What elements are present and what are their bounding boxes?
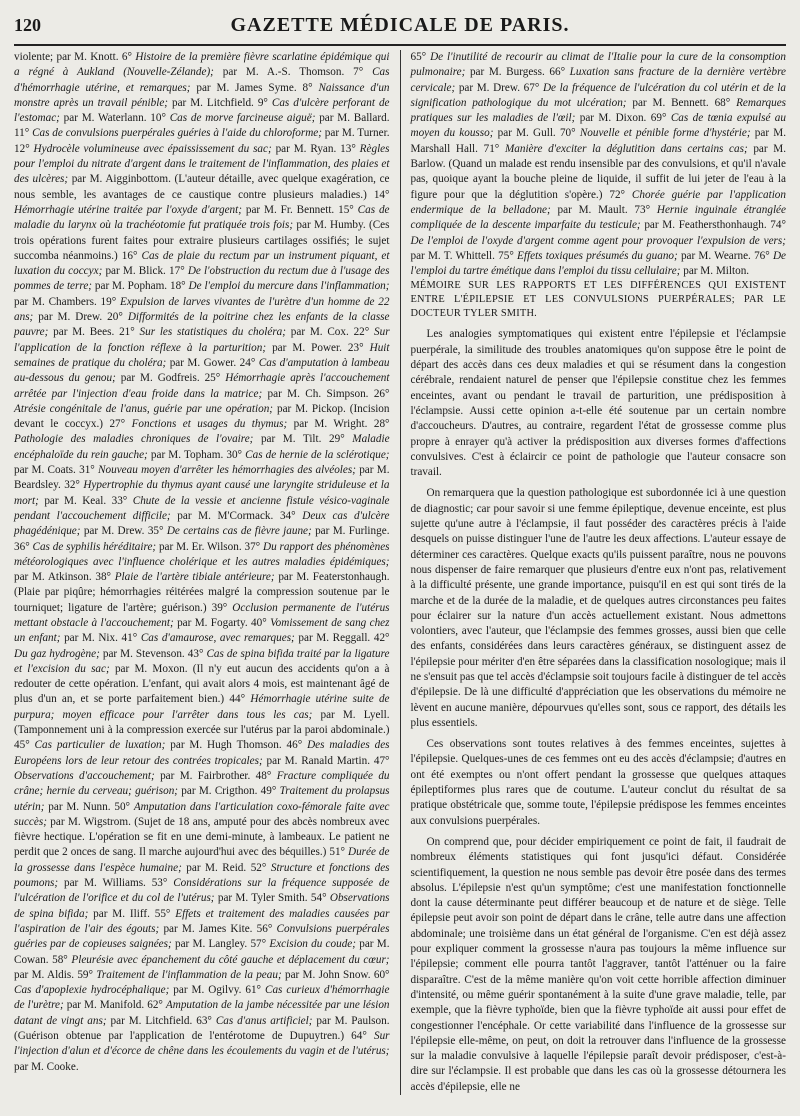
case-title: De l'inutilité de recourir au climat de l'Italie pour la cure de la consomption pulmonaire; — [410, 51, 786, 79]
case-author: par M. Williams. — [58, 877, 146, 890]
case-title: Cas d'amaurose, avec remarques; — [140, 632, 295, 645]
case-title: Huit semaines de pratique du choléra; — [14, 341, 390, 369]
case-author: par M. Tyler Smith. — [214, 892, 308, 905]
case-number: 64° — [351, 1030, 367, 1042]
case-author: par M. Bennett. — [626, 96, 709, 109]
case-author: par M. Langley. — [171, 938, 248, 951]
case-number: 22° — [353, 326, 370, 339]
case-title: Pleurésie avec épanchement du côté gauche et déplacement du cœur; — [71, 953, 390, 966]
case-author: par M. Aigginbottom. (L'auteur détaille, avec quelque exagération, ce nous semble, les avantages de ce caustique contre plusieurs maladies.) — [14, 173, 390, 201]
case-number: 30° — [226, 448, 243, 461]
case-title: Considérations sur la fréquence supposée de l'ulcération de l'orifice et du col de l'utérus; — [14, 877, 390, 905]
case-author: par M. Wearne. — [677, 249, 751, 262]
case-number: 71° — [483, 142, 500, 155]
memoir-body — [410, 327, 786, 1095]
memoir-heading — [410, 279, 786, 321]
case-number: 29° — [329, 433, 345, 446]
case-title: Durée de la grossesse dans l'espèce humaine; — [14, 846, 390, 874]
case-number: 61° — [245, 984, 262, 997]
case-author: par M. Keal. — [38, 494, 107, 507]
case-number: 28° — [373, 418, 390, 431]
case-author: par M. Gull. — [493, 127, 556, 140]
case-author: par M. Stevenson. — [99, 647, 185, 660]
case-number: 39° — [211, 601, 228, 614]
case-title: Hernie inguinale étranglée compliquée de la descente imparfaite du testicule; — [410, 203, 786, 232]
case-number: 25° — [204, 372, 221, 385]
case-title: Naissance d'un monstre après un travail pénible; — [14, 81, 390, 109]
case-title: Cas de morve farcineuse aiguë; — [169, 112, 316, 125]
case-number: 45° — [14, 739, 30, 752]
case-number: 6° — [121, 51, 132, 63]
case-entry — [77, 969, 370, 981]
case-number: 31° — [79, 464, 95, 477]
case-number: 43° — [187, 647, 204, 660]
case-number: 44° — [229, 693, 246, 706]
case-title: Hypertrophie du thymus ayant causé une laryngite striduleuse et la mort; — [14, 479, 390, 507]
case-number: 66° — [549, 66, 566, 79]
case-title: Luxation sans fracture de la dernière vertèbre cervicale; — [410, 66, 786, 94]
case-title: De l'emploi du tartre émétique dans l'emploi du tissu cellulaire; — [410, 249, 786, 278]
case-author: par M. Milton. — [680, 265, 750, 278]
case-title: Cas d'amputation à lambeau au-dessous du genou; — [14, 356, 390, 385]
case-number: 32° — [64, 479, 80, 492]
case-title: Chute de la vessie et ancienne fistule vésico-vaginale pendant l'accouchement difficile; — [14, 494, 390, 522]
case-author: par M. Crigthon. — [178, 785, 258, 798]
case-number: 56° — [256, 922, 273, 935]
left-case-list — [14, 50, 390, 1075]
case-author: par M. James Kite. — [159, 922, 253, 935]
case-number: 60° — [373, 968, 390, 981]
case-author: par M. Burgess. — [465, 66, 545, 79]
case-number: 54° — [310, 892, 327, 905]
case-title: Atrésie congénitale de l'anus, guérie par une opération; — [14, 402, 274, 415]
case-author: par M. Iliff. — [88, 907, 150, 920]
case-entry — [14, 739, 282, 751]
case-author: par M. Mault. — [550, 203, 628, 216]
case-title: Traitement du prolapsus utérin; — [14, 785, 390, 813]
case-number: 34° — [279, 509, 296, 522]
case-number: 65° — [410, 51, 427, 63]
case-number: 63° — [196, 1014, 212, 1027]
case-author: par M. Ballard. — [315, 112, 390, 125]
case-author: par M. Featerstonhaugh. (Plaie par piqûre; hémorrhagies réitérées malgré la compression soutenue par le tourniquet; ligature de l'artère; guérison.) — [14, 571, 390, 614]
case-author: par M. Litchfield. — [106, 1014, 193, 1027]
case-title: Chorée guérie par l'application endermique de la belladone; — [410, 188, 786, 216]
right-case-list — [410, 50, 786, 279]
case-number: 26° — [373, 387, 390, 400]
case-number: 70° — [559, 127, 576, 140]
case-number: 21° — [119, 326, 135, 339]
case-author: par M. Fogarty. — [173, 616, 248, 629]
case-number: 62° — [147, 999, 163, 1012]
case-author: par M. Wigstrom. (Sujet de 18 ans, amputé pour des abcès nombreux avec fièvre hectique. L'opération se fit en une demi-minute, à lambeaux. Le patient ne perdit que 2 onces de sang. Il marche aujourd'hui avec des béquilles.) — [14, 815, 390, 859]
case-number: 10° — [150, 112, 166, 125]
case-title: Fracture compliquée du crâne; hernie du cerveau; guérison; — [14, 769, 390, 798]
right-column — [410, 50, 786, 1095]
case-number: 23° — [347, 341, 364, 354]
case-title: Cas particulier de luxation; — [34, 739, 166, 752]
case-number: 46° — [286, 739, 303, 752]
case-author: par M. John Snow. — [281, 968, 371, 981]
case-title: Cas curieux d'hémorrhagie de l'urètre; — [14, 984, 390, 1012]
case-title: De l'emploi du mercure dans l'inflammation; — [188, 280, 390, 293]
case-title: De certains cas de fièvre jaune; — [166, 525, 312, 538]
body-paragraph: On comprend que, pour décider empiriquement ce point de fait, il faudrait de nombreux éléments statistiques qui font jusqu'ici défaut. Considérée scientifiquement, la question ne nous semble pas devoir être posée dans des termes absolus. L'épilepsie n'est qu'un symptôme; c'est une manifestation fonctionnelle dont la cause déterminante peut différer beaucoup et de nature et de siège. Telle épilepsie peut avoir son point de départ dans le crâne, telle autre dans une affection abdominale; une troisième dans un état général de l'organisme. C'en est déjà assez pour expliquer comment la grossesse n'aura pas toujours la même influence sur l'épilepsie; comment elle pourra tantôt l'aggraver, tantôt l'atténuer ou la faire disparaître. C'est de la même manière qu'on voit cette horrible affection diminuer d'intensité, ou même guérir spontanément à la suite d'une grave maladie, telle, par exemple, que la fièvre typhoïde, bien que la fièvre typhoïde ait aussi pour effet de congestionner l'encéphale. Or cette variabilité dans l'influence de la grossesse sur l'épilepsie elle-même, on peut, on doit la retrouver dans l'influence de la grossesse sur la maladie convulsive à laquelle l'épilepsie paraît devoir prédisposer, c'est-à-dire sur l'éclampsie. Il est probable que dans les cas où la grossesse détournera les accès d'épilepsie, elle ne — [410, 835, 786, 1093]
case-number: 14° — [373, 188, 390, 201]
case-number: 36° — [14, 540, 30, 553]
case-number: 52° — [250, 861, 267, 874]
case-author: par M. Nix. — [60, 632, 118, 645]
case-author: par M. Atkinson. — [14, 571, 92, 584]
case-number: 35° — [147, 525, 164, 538]
case-title: Fonctions et usages du thymus; — [131, 418, 288, 431]
case-number: 27° — [109, 418, 126, 431]
page-number: 120 — [14, 15, 41, 35]
case-title: Amputation de la jambe nécessitée par une lésion datant de vingt ans; — [14, 999, 390, 1027]
case-entry — [14, 127, 390, 139]
case-number: 59° — [77, 968, 93, 981]
case-author: par M. Marshall Hall. — [410, 127, 786, 155]
case-title: Structure et fonctions des poumons; — [14, 861, 390, 890]
case-author: par M. Waterlann. — [59, 112, 147, 125]
case-author: par M. Gower. — [166, 356, 237, 369]
case-author: par M. Er. Wilson. — [156, 540, 242, 553]
case-author: par M. Popham. — [92, 280, 168, 293]
case-author: par M. Topham. — [147, 448, 224, 461]
case-author: par M. M'Cormack. — [170, 509, 274, 522]
case-number: 55° — [154, 907, 171, 920]
case-title: Nouvelle et pénible forme d'hystérie; — [579, 127, 751, 140]
case-author: par M. T. Whittell. — [410, 249, 495, 262]
case-number: 76° — [754, 249, 770, 262]
case-author: par M. Drew. — [33, 311, 103, 324]
text-columns — [14, 50, 786, 1095]
case-title: Deux cas d'ulcère phagédénique; — [14, 509, 390, 538]
case-title: Cas d'hémorrhagie utérine, et remarques; — [14, 66, 390, 94]
case-author: par M. Cowan. — [14, 938, 390, 966]
case-title: Nouveau moyen d'arrêter les hémorrhagies des alvéoles; — [98, 464, 356, 477]
case-author: par M. Fr. Bennett. — [241, 203, 335, 216]
case-number: 7° — [353, 66, 364, 79]
case-title: Cas de hernie de la sclérotique; — [245, 448, 390, 461]
case-number: 13° — [340, 142, 356, 155]
case-author: par M. Bees. — [48, 326, 115, 339]
case-number: 42° — [373, 632, 390, 645]
case-title: Observations de spina bifida; — [14, 892, 390, 920]
case-author: par M. Ch. Simpson. — [262, 387, 369, 400]
case-number: 75° — [498, 249, 514, 262]
case-entry — [148, 525, 390, 537]
case-number: 57° — [250, 938, 267, 951]
case-author: par M. Drew. — [455, 81, 521, 94]
case-author: par M. Fairbrother. — [154, 769, 251, 782]
case-author: par M. Turner. — [321, 127, 390, 140]
case-number: 9° — [257, 96, 268, 109]
case-author: par M. Barlow. (Quand un malade est rendu insensible par des convulsions, et qu'il n'avale pas, quoique ayant la bouche pleine de liquide, il suffit de lui jeter de l'eau à la figure pour que la déglutition s'opère.) — [410, 142, 787, 201]
case-title: Excision du coude; — [269, 938, 356, 951]
case-author: par M. Hugh Thomson. — [165, 739, 282, 752]
case-number: 50° — [114, 800, 131, 813]
case-number: 37° — [244, 540, 261, 553]
case-number: 67° — [523, 81, 540, 94]
case-title: Cas d'apoplexie hydrocéphalique; — [14, 984, 170, 997]
case-title: Cas d'anus artificiel; — [215, 1014, 313, 1027]
case-title: Traitement de l'inflammation de la peau; — [96, 968, 282, 981]
case-title: Cas de maladie du larynx où la trachéotomie fut pratiquée trois fois; — [14, 203, 390, 232]
case-title: De l'obstruction du rectum due à l'usage des pommes de terre; — [14, 265, 390, 293]
case-author: par M. Litchfield. — [168, 96, 254, 109]
case-title: Cas d'ulcère perforant de l'estomac; — [14, 96, 390, 125]
body-paragraph: Ces observations sont toutes relatives à des femmes enceintes, sujettes à l'épilepsie. Quelques-unes de ces femmes ont eu des accès d'éclampsie; d'autres en ont été exemptes ou n'ont offert pendant la grossesse que quelques attaques épileptiformes plus rares que de coutume. L'auteur conclut du résultat de sa pratique obstétricale que, somme toute, l'épilepsie prédispose les femmes enceintes aux convulsions puerpérales. — [410, 738, 786, 827]
case-title: Effets toxiques présumés du guano; — [517, 249, 678, 262]
case-number: 8° — [302, 81, 313, 94]
case-author: par M. Nunn. — [44, 800, 111, 813]
case-title: Cas de syphilis héréditaire; — [32, 540, 157, 553]
body-paragraph: On remarquera que la question pathologique est subordonnée ici à une question de diagnostic; car pour savoir si une femme épileptique, devenue enceinte, est plus sujette qu'une autre à l'éclampsie, il faut posséder des caractères précis à l'aide desquels on puisse distinguer l'une de l'autre les deux affections. L'auteur essaye de déterminer ces caractères. Quelque exacts qu'ils puissent paraître, nous ne pouvons nous dispenser de faire remarquer que plusieurs d'entre eux n'ont pas, relativement à la difficulté présente, une grande importance, puisqu'il en est qui sont tirés de la marche et de la durée de la maladie, et de quelques autres circonstances peu faites pour éclairer sur la nature d'un accès actuellement existant. Nous admettons volontiers, avec l'auteur, que l'éclampsie des femmes grosses, aussi bien que celle des enfants, considérées dans leurs caractères généraux, se distinguent assez de l'épilepsie pour mériter d'en être séparées dans la classification nosologique; mais il ne s'ensuit pas que tel accès d'éclampsie soit toujours facile à distinguer de tel accès d'épilepsie. De là une difficulté d'appréciation que les observations du mémoire ne lèvent en aucune manière, dépourvues qu'elles sont, sous ce rapport, des détails les plus essentiels. — [410, 487, 786, 729]
journal-title: GAZETTE MÉDICALE DE PARIS. — [230, 14, 570, 36]
case-author: par M. Humby. (Ces trois opérations furent faites pour extraire plusieurs cartilages ossifiés; le sujet succomba néanmoins.) — [14, 219, 390, 262]
case-title: Hémorrhagie après l'accouchement arrêtée par l'injection d'eau froide dans la matrice; — [14, 372, 390, 400]
case-number: 41° — [121, 632, 138, 645]
case-author: par M. Wright. — [287, 418, 368, 431]
case-number: 68° — [714, 96, 731, 109]
memoir-author: PAR LE DOCTEUR TYLER SMITH. — [410, 294, 786, 320]
case-title: Cas de convulsions puerpérales guéries à l'aide du chloroforme; — [32, 127, 322, 140]
case-title: Manière d'exciter la déglutition dans certains cas; — [504, 142, 748, 155]
case-title: Du rapport des phénomènes météorologiques avec l'influence cholérique et les autres maladies épidémiques; — [14, 540, 390, 568]
case-title: Difformités de la poitrine chez les enfants de la classe pauvre; — [14, 311, 390, 339]
body-paragraph: Les analogies symptomatiques qui existent entre l'épilepsie et l'éclampsie puerpérale, la similitude des troubles anatomiques qu'on suppose être le point de départ des accès dans ces deux maladies et qui se résument dans la congestion cérébrale, rendaient naturel de penser que l'épilepsie constitue chez les femmes enceintes, avant ou pendant le travail de parturition, une prédisposition à l'éclampsie. Aussi cette opinion a-t-elle été soutenue par un certain nombre d'accoucheurs. D'autres, au contraire, regardent l'état de grossesse comme plus propre à enrayer qu'à activer la prédisposition aux diverses formes d'affections convulsives. C'est à éclaircir ce point de pathologie que l'auteur consacre son travail. — [410, 328, 786, 479]
case-title: Histoire de la première fièvre scarlatine épidémique qui a régné à Aukland (Nouvelle-Zélande); — [14, 51, 390, 79]
case-author: par M. James Syme. — [190, 81, 297, 94]
case-entry — [122, 632, 371, 644]
case-author: par M. Aldis. — [14, 968, 75, 981]
case-number: 49° — [260, 785, 277, 798]
case-author: par M. Coats. — [14, 464, 76, 477]
case-author: par M. Paulson. (Guérison obtenue par l'application de l'entérotome de Dupuytren.) — [14, 1014, 390, 1042]
case-title: Pathologie des maladies chroniques de l'ovaire; — [14, 433, 254, 446]
case-author: par M. Manifold. — [63, 999, 145, 1012]
case-title: De l'emploi de l'oxyde d'argent comme agent pour provoquer l'expulsion de vers; — [410, 234, 786, 247]
case-number: 24° — [239, 356, 256, 369]
case-number: 53° — [151, 877, 168, 890]
case-number: 15° — [338, 203, 354, 216]
case-author: par M. Tilt. — [253, 433, 322, 446]
case-title: Cas de plaie du rectum par un instrument piquant, et luxation du coccyx; — [14, 249, 390, 278]
case-title: Règles pour l'emploi du nitrate d'argent dans le traitement de l'inflammation, des plaies et des ulcères; — [14, 142, 390, 186]
case-title: Cas de tœnia expulsé au moyen du kousso; — [410, 112, 786, 140]
case-author: par M. Moxon. (Il n'y eut aucun des accidents qu'on a à redouter de cette opération. L'enfant, qui avait alors 4 mois, est maintenant âgé de plus d'un an, et se porte parfaitement bien.) — [14, 662, 390, 706]
case-entry — [109, 418, 367, 430]
case-number: 40° — [251, 616, 267, 629]
case-number: 19° — [100, 295, 117, 308]
case-title: Hémorrhagie utérine traitée par l'oxyde d'argent; — [14, 203, 242, 216]
case-entry — [150, 112, 389, 124]
case-number: 20° — [107, 311, 123, 324]
case-title: Sur l'injection d'alun et d'écorce de chêne dans les écoulements du vagin et de l'utérus; — [14, 1030, 390, 1058]
case-author: par M. Blick. — [102, 265, 166, 278]
case-title: Vomissement de sang chez un enfant; — [14, 616, 390, 645]
case-author: par M. Ranald Martin. — [262, 754, 370, 767]
case-author: par M. Reggall. — [294, 632, 371, 645]
case-number: 12° — [14, 142, 30, 155]
case-title: Amputation dans l'articulation coxo-fémorale faite avec succès; — [14, 800, 390, 828]
case-number: 17° — [169, 265, 185, 278]
case-number: 58° — [52, 953, 68, 966]
case-author: par M. Reid. — [181, 861, 247, 874]
case-entry — [119, 326, 349, 338]
case-title: Convulsions puerpérales guéries par de copieuses saignées; — [14, 922, 390, 951]
case-title: Hémorrhagie utérine suite de purpura; moyen efficace pour l'arrêter dans tous les cas; — [14, 693, 390, 721]
case-title: Observations d'accouchement; — [14, 769, 155, 782]
case-author: par M. Ogilvy. — [169, 984, 242, 997]
case-title: De la fréquence de l'ulcération du col utérin et de la signification pathologique du mot ulcération; — [410, 81, 786, 109]
page-header — [14, 14, 786, 46]
case-author: par M. Power. — [266, 341, 342, 354]
left-column — [14, 50, 390, 1095]
case-entry — [14, 143, 336, 155]
case-author: par M. Drew. — [80, 525, 145, 538]
case-number: 38° — [95, 571, 112, 584]
case-title: Sur les statistiques du choléra; — [139, 326, 286, 339]
case-title: Occlusion permanente de l'utérus mettant obstacle à l'accouchement; — [14, 601, 390, 629]
column-rule — [400, 50, 401, 1095]
case-title: Cas de spina bifida traité par la ligature et l'excision du sac; — [14, 647, 390, 675]
case-number: 73° — [634, 203, 651, 216]
case-author: par M. Beardsley. — [14, 464, 390, 492]
case-number: 16° — [121, 249, 138, 262]
case-author: par M. Lyell. (Tamponnement uni à la compression exercée sur l'utérus par la paroi abdominale.) — [14, 708, 390, 737]
case-number: 47° — [373, 754, 390, 767]
memoir-title: MÉMOIRE SUR LES RAPPORTS ET LES DIFFÉRENCES QUI EXISTENT ENTRE L'ÉPILEPSIE ET LES CONVULSIONS PUERPÉRALES; — [410, 280, 786, 306]
case-author: par M. Chambers. — [14, 295, 97, 308]
case-number: 18° — [169, 280, 186, 293]
case-number: 69° — [650, 112, 667, 125]
case-author: par M. Cox. — [286, 326, 349, 339]
case-number: 51° — [329, 846, 346, 859]
case-entry — [14, 541, 242, 553]
case-title: Maladie encéphaloïde du rein gauche; — [14, 433, 390, 461]
case-number: 48° — [255, 769, 272, 782]
case-author: par M. Ryan. — [271, 142, 337, 155]
case-title: Expulsion de larves vivantes de l'urètre d'un homme de 22 ans; — [14, 295, 390, 324]
case-title: Remarques pratiques sur les maladies de l'œil; — [410, 96, 787, 125]
case-number: 72° — [609, 188, 626, 201]
case-author: par M. Dixon. — [575, 112, 647, 125]
case-author: par M. Cooke. — [14, 1060, 79, 1073]
case-author: par M. Furlinge. — [311, 525, 390, 538]
case-entry — [498, 250, 751, 262]
case-number: 33° — [111, 494, 128, 507]
case-title: Du gaz hydrogène; — [14, 647, 100, 660]
case-title: Sur l'application de la fonction réflexe à la parturition; — [14, 326, 390, 354]
case-author: par M. Godfreis. — [115, 372, 200, 385]
case-number: 74° — [770, 219, 786, 232]
case-author: par M. A.-S. Thomson. — [213, 66, 345, 79]
case-author: par M. Feathersthonhaugh. — [640, 219, 767, 232]
case-title: Plaie de l'artère tibiale antérieure; — [114, 571, 275, 584]
case-number: 11° — [14, 127, 30, 140]
case-title: Hydrocèle volumineuse avec épaississement du sac; — [33, 142, 272, 155]
case-author: par M. Pickop. (Incision devant le coccyx.) — [14, 402, 390, 431]
case-title: Des maladies des Européens lors de leur retour des contrées tropicales; — [14, 739, 390, 767]
case-title: Effets et traitement des maladies causées par l'aspiration de l'air des égouts; — [14, 907, 390, 935]
lead-text: violente; par M. Knott. — [14, 51, 119, 63]
